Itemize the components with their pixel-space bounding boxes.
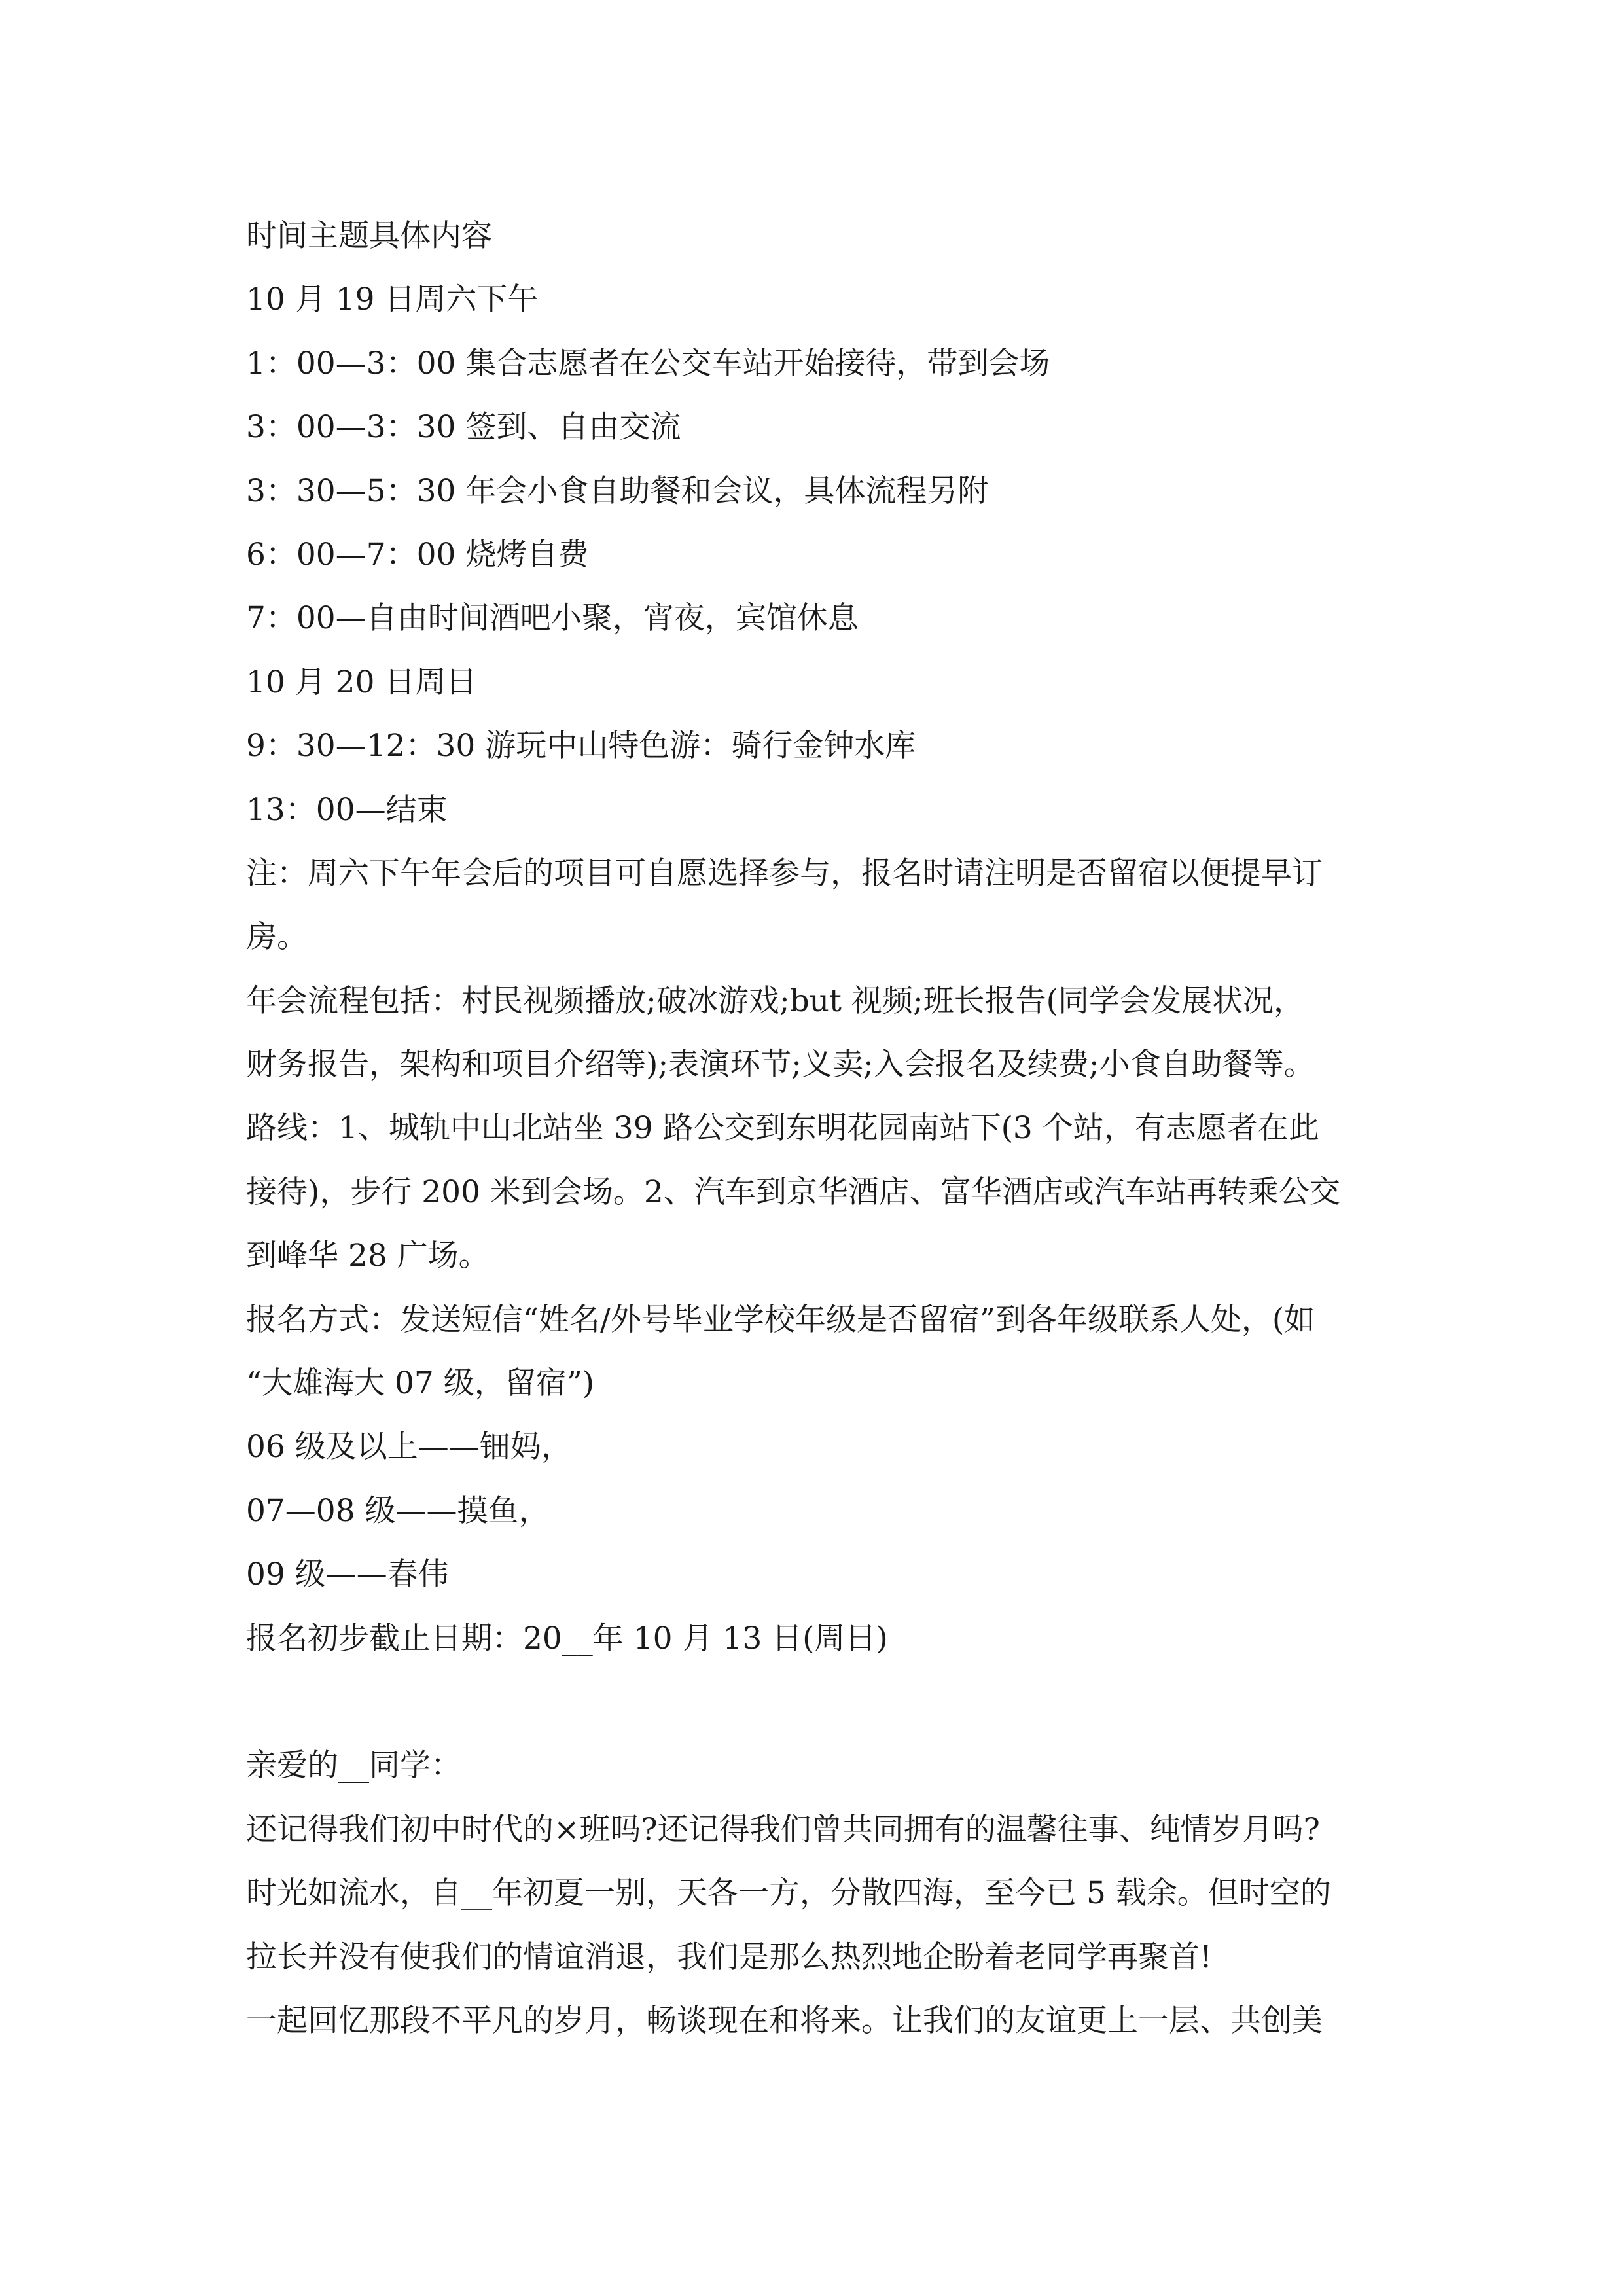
signup-paragraph: “大雄海大 07 级，留宿”) [246, 1365, 595, 1402]
schedule-header: 时间主题具体内容 [246, 218, 492, 254]
schedule-item: 1：00—3：00 集合志愿者在公交车站开始接待，带到会场 [246, 345, 1050, 382]
contact-item: 07—08 级——摸鱼， [246, 1492, 550, 1529]
contact-item: 06 级及以上——钿妈， [246, 1429, 572, 1465]
agenda-paragraph: 年会流程包括：村民视频播放;破冰游戏;but 视频;班长报告(同学会发展状况， [246, 982, 1305, 1019]
route-paragraph: 接待)，步行 200 米到会场。2、汽车到京华酒店、富华酒店或汽车站再转乘公交 [246, 1174, 1340, 1210]
day-one-heading: 10 月 19 日周六下午 [246, 281, 539, 318]
letter-paragraph: 时光如流水，自__年初夏一别，天各一方，分散四海，至今已 5 载余。但时空的 [246, 1875, 1331, 1912]
note-paragraph: 注：周六下午年会后的项目可自愿选择参与，报名时请注明是否留宿以便提早订 [246, 855, 1323, 891]
note-paragraph: 房。 [246, 919, 308, 956]
letter-salutation: 亲爱的__同学： [246, 1748, 461, 1784]
route-paragraph: 到峰华 28 广场。 [246, 1238, 490, 1274]
deadline-line: 报名初步截止日期：20__年 10 月 13 日(周日) [246, 1620, 888, 1657]
letter-paragraph: 拉长并没有使我们的情谊消退，我们是那么热烈地企盼着老同学再聚首! [246, 1939, 1212, 1975]
agenda-paragraph: 财务报告，架构和项目介绍等);表演环节;义卖;入会报名及续费;小食自助餐等。 [246, 1047, 1315, 1083]
schedule-item: 7：00—自由时间酒吧小聚，宵夜，宾馆休息 [246, 600, 859, 637]
day-two-heading: 10 月 20 日周日 [246, 664, 477, 700]
letter-paragraph: 还记得我们初中时代的×班吗?还记得我们曾共同拥有的温馨往事、纯情岁月吗? [246, 1811, 1320, 1848]
schedule-item: 9：30—12：30 游玩中山特色游：骑行金钟水库 [246, 728, 916, 764]
schedule-item: 3：00—3：30 签到、自由交流 [246, 409, 681, 446]
section-spacer [246, 1670, 1385, 1734]
signup-paragraph: 报名方式：发送短信“姓名/外号毕业学校年级是否留宿”到各年级联系人处，(如 [246, 1301, 1315, 1338]
schedule-item: 3：30—5：30 年会小食自助餐和会议，具体流程另附 [246, 473, 989, 509]
letter-paragraph: 一起回忆那段不平凡的岁月，畅谈现在和将来。让我们的友谊更上一层、共创美 [246, 2002, 1323, 2039]
document-body [246, 204, 1385, 2053]
route-paragraph: 路线：1、城轨中山北站坐 39 路公交到东明花园南站下(3 个站，有志愿者在此 [246, 1110, 1319, 1147]
schedule-item: 6：00—7：00 烧烤自费 [246, 536, 589, 573]
contact-item: 09 级——春伟 [246, 1556, 449, 1593]
schedule-item: 13：00—结束 [246, 791, 448, 828]
